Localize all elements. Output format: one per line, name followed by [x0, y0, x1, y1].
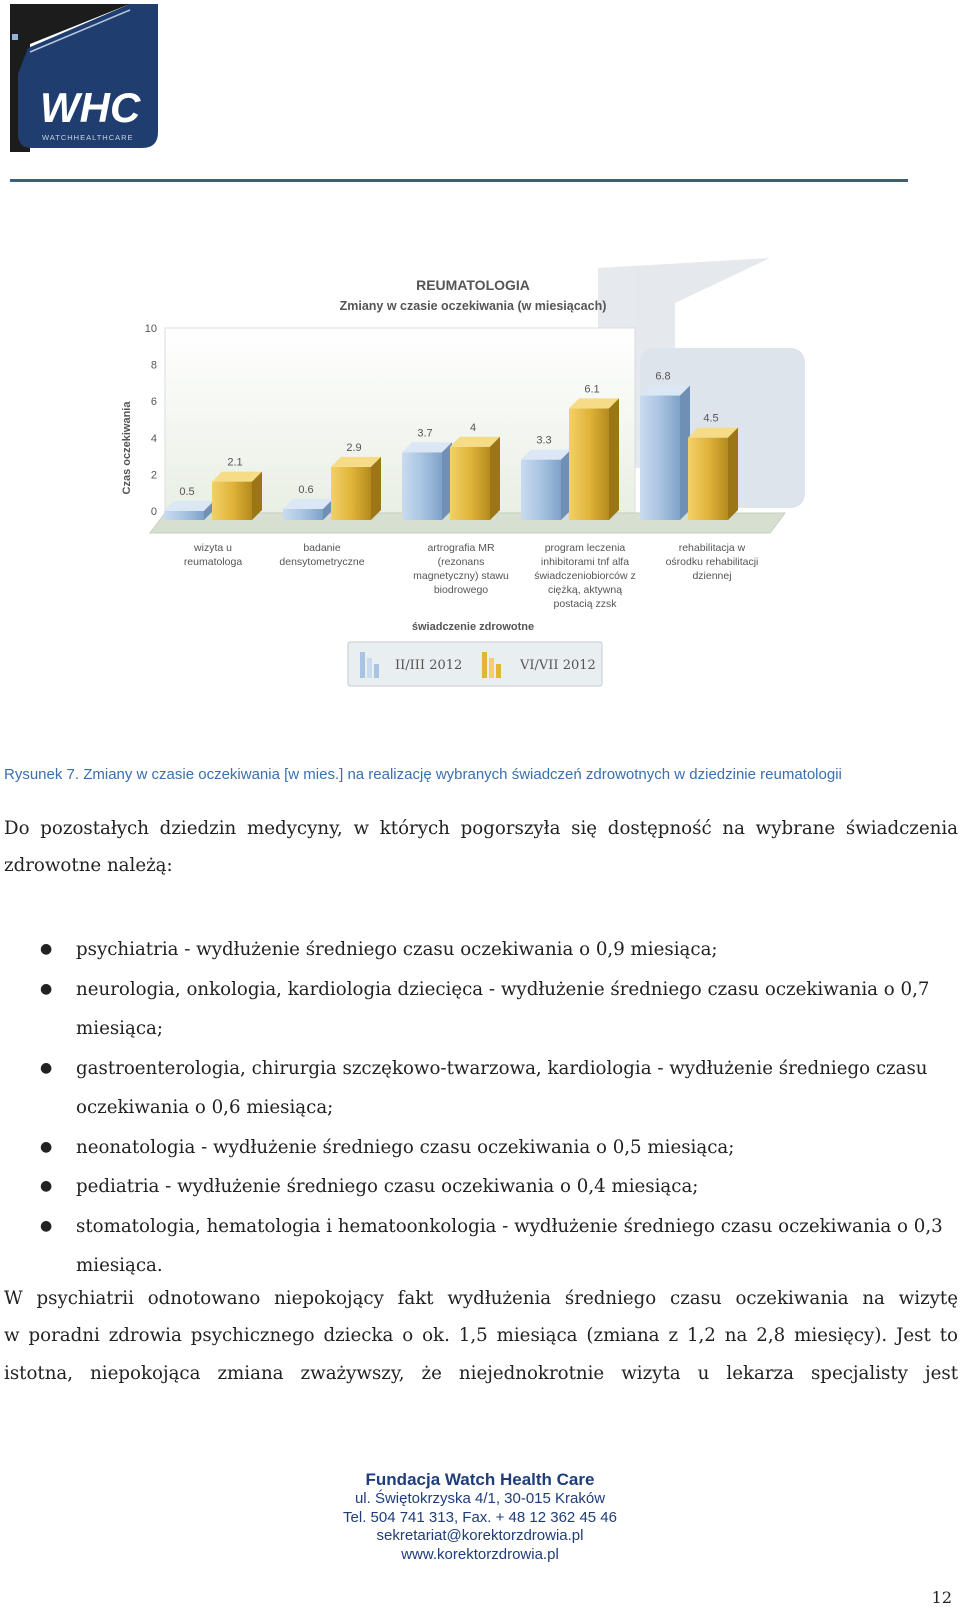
bullet-icon: ●	[40, 1059, 53, 1076]
y-tick-label: 4	[150, 432, 157, 445]
legend-label-series-2: VI/VII 2012	[520, 658, 596, 673]
bar-value-label: 6.8	[655, 370, 671, 383]
bullet-icon: ●	[40, 941, 53, 957]
y-tick-label: 8	[150, 359, 157, 372]
footer-phone: Tel. 504 741 313, Fax. + 48 12 362 45 46	[343, 1508, 617, 1526]
bar-series-2	[450, 437, 500, 520]
bar-value-label: 3.7	[417, 427, 433, 440]
chart-legend	[348, 642, 602, 686]
category-label: badanie densytometryczne	[279, 542, 365, 568]
bar-series-1	[283, 499, 333, 520]
bar-value-label: 2.1	[227, 456, 243, 469]
logo-text: WATCHHEALTHCARE	[42, 133, 134, 142]
figure-caption: Rysunek 7. Zmiany w czasie oczekiwania [w mies.] na realizację wybranych świadczeń zdrowotnych w dziedzinie reumatologii	[4, 766, 842, 783]
legend-label-series-1: II/III 2012	[395, 658, 463, 673]
category-label: program leczenia inhibitorami tnf alfa świadczeniobiorców z ciężką, aktywną postacią zzsk	[534, 542, 636, 610]
list-item: ● psychiatria - wydłużenie średniego czasu oczekiwania o 0,9 miesiąca;	[40, 930, 958, 970]
footer-web: www.korektorzdrowia.pl	[401, 1545, 559, 1563]
bar-value-label: 4	[469, 421, 477, 434]
bar-series-1	[164, 501, 214, 520]
chart-title: REUMATOLOGIA	[416, 277, 530, 293]
y-tick-label: 0	[150, 506, 157, 518]
bar-series-2	[569, 398, 619, 520]
footer	[0, 1470, 960, 1564]
category-label: rehabilitacja w ośrodku rehabilitacji dziennej	[665, 542, 759, 582]
list-item: ● neonatologia - wydłużenie średniego czasu oczekiwania o 0,5 miesiąca;	[40, 1128, 958, 1168]
bullet-icon: ●	[40, 1138, 53, 1155]
bullet-icon: ●	[40, 980, 53, 997]
bar-series-1	[402, 442, 452, 520]
bullet-icon: ●	[40, 1178, 53, 1194]
bar-series-2	[331, 457, 381, 520]
footer-email: sekretariat@korektorzdrowia.pl	[376, 1527, 584, 1544]
closing-line-1: W psychiatrii odnotowano niepokojący fakt wydłużenia średniego czasu oczekiwania na wizytę	[4, 1288, 958, 1309]
bar-series-2	[212, 472, 262, 520]
bar-series-1	[640, 386, 690, 520]
y-tick-label: 6	[150, 396, 157, 409]
x-axis-label: świadczenie zdrowotne	[411, 621, 535, 633]
y-tick-label: 10	[144, 323, 157, 335]
page-number: 12	[931, 1588, 952, 1607]
header-rule	[10, 179, 908, 182]
list-item: ● neurologia, onkologia, kardiologia dziecięca - wydłużenie średniego czasu oczekiwania o 0,7 miesiąca;	[40, 970, 958, 1049]
list-item: ● pediatria - wydłużenie średniego czasu oczekiwania o 0,4 miesiąca;	[40, 1167, 958, 1207]
bullet-icon: ●	[40, 1217, 53, 1234]
waiting-time-chart	[120, 258, 825, 708]
intro-line-1: Do pozostałych dziedzin medycyny, w których pogorszyła się dostępność na wybrane świadczenia	[4, 818, 958, 839]
bar-value-label: 0.5	[179, 485, 195, 498]
list-item: ● gastroenterologia, chirurgia szczękowo-twarzowa, kardiologia - wydłużenie średniego czasu oczekiwania o 0,6 miesiąca;	[40, 1049, 958, 1128]
footer-org: Fundacja Watch Health Care	[365, 1470, 595, 1489]
footer-address: ul. Świętokrzyska 4/1, 30-015 Kraków	[354, 1490, 606, 1507]
closing-line-3: istotna, niepokojąca zmiana zważywszy, że niejednokrotnie wizyta u lekarza specjalisty jest	[4, 1363, 958, 1384]
logo-mark: WHC	[40, 84, 141, 131]
bar-series-1	[521, 450, 571, 520]
y-axis-label: Czas oczekiwania	[121, 401, 133, 495]
closing-line-2: w poradni zdrowia psychicznego dziecka o ok. 1,5 miesiąca (zmiana z 1,2 na 2,8 miesięcy). Jest to	[4, 1325, 958, 1346]
chart-subtitle: Zmiany w czasie oczekiwania (w miesiącach)	[339, 299, 607, 313]
intro-line-2: zdrowotne należą:	[4, 855, 173, 876]
list-item: ● stomatologia, hematologia i hematoonkologia - wydłużenie średniego czasu oczekiwania o 0,3 miesiąca.	[40, 1207, 958, 1286]
bar-value-label: 3.3	[536, 434, 552, 447]
bullet-list	[40, 930, 958, 1286]
bar-value-label: 2.9	[346, 441, 362, 454]
bar-series-2	[688, 428, 738, 520]
bar-value-label: 0.6	[298, 484, 314, 497]
whc-logo	[10, 4, 158, 152]
bar-value-label: 4.5	[703, 412, 719, 425]
bar-value-label: 6.1	[584, 383, 600, 396]
y-tick-label: 2	[150, 469, 157, 482]
category-label: artrografia MR (rezonans magnetyczny) stawu biodrowego	[413, 542, 509, 596]
category-label: wizyta u reumatologa	[183, 542, 243, 568]
